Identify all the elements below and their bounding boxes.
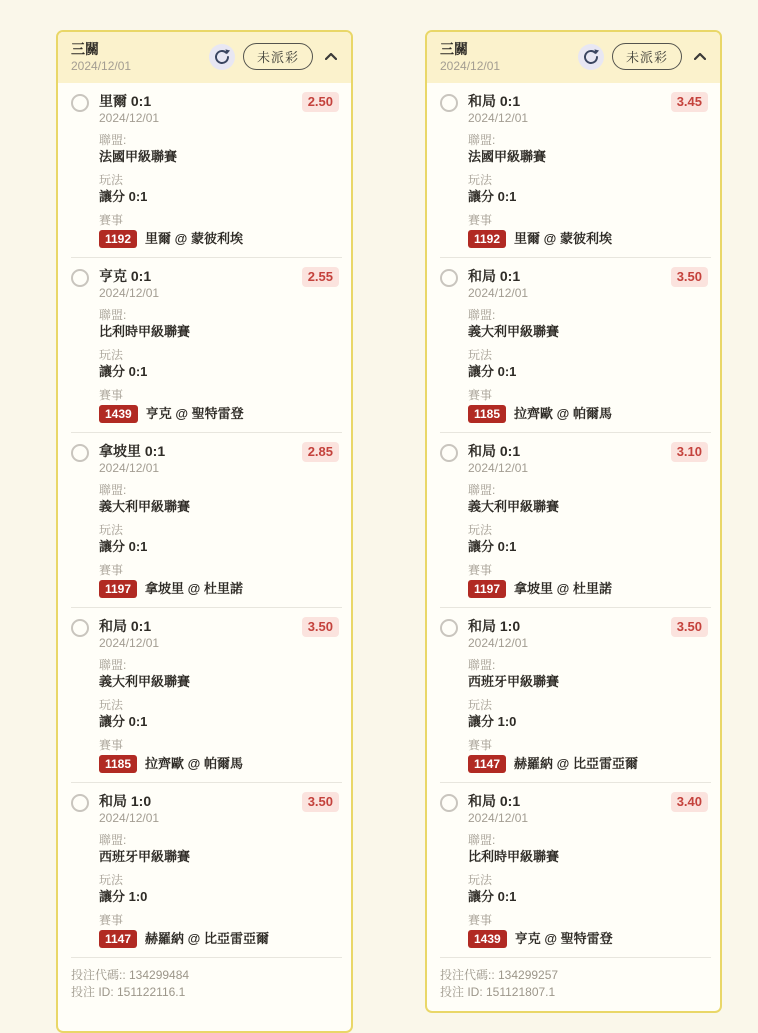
selection-details (468, 657, 708, 773)
league-label: 聯盟: (99, 308, 127, 322)
play-field (468, 347, 708, 381)
event-field (99, 912, 339, 948)
odds-badge: 3.50 (302, 792, 339, 812)
play-field (99, 347, 339, 381)
play-label: 玩法 (99, 698, 124, 712)
event-field (468, 737, 708, 773)
event-row (468, 405, 708, 423)
play-value: 讓分 0:1 (468, 189, 517, 204)
card-header-titles (440, 40, 500, 74)
league-label: 聯盟: (99, 483, 127, 497)
radio-circle-icon[interactable] (440, 94, 458, 112)
chevron-up-icon (325, 53, 337, 60)
selection-head (440, 442, 708, 476)
play-label: 玩法 (99, 173, 124, 187)
play-field (468, 697, 708, 731)
selection-head (440, 92, 708, 126)
selection-title: 和局 1:0 (468, 618, 521, 634)
play-value: 讓分 1:0 (99, 889, 148, 904)
chevron-up-icon (694, 53, 706, 60)
event-id-badge: 1147 (99, 930, 137, 948)
event-label: 賽事 (468, 913, 493, 927)
event-field (468, 387, 708, 423)
event-label: 賽事 (468, 388, 493, 402)
event-label: 賽事 (468, 563, 493, 577)
selection-list (427, 83, 720, 957)
selection-head (440, 792, 708, 826)
odds-badge: 3.50 (302, 617, 339, 637)
league-field (468, 132, 708, 166)
event-row (99, 580, 339, 598)
selection-date: 2024/12/01 (468, 636, 529, 650)
event-name: 赫羅納 @ 比亞雷亞爾 (514, 756, 638, 771)
event-row (99, 755, 339, 773)
event-id-badge: 1192 (99, 230, 137, 248)
slip-title: 三關 (71, 41, 99, 57)
radio-circle-icon[interactable] (440, 794, 458, 812)
card-footer (427, 958, 720, 1011)
selection-title: 拿坡里 0:1 (99, 443, 166, 459)
event-row (99, 405, 339, 423)
radio-circle-icon[interactable] (440, 444, 458, 462)
play-field (468, 522, 708, 556)
event-id-badge: 1185 (99, 755, 137, 773)
selection-details (99, 832, 339, 948)
league-label: 聯盟: (468, 133, 496, 147)
league-label: 聯盟: (99, 133, 127, 147)
event-id-badge: 1197 (99, 580, 137, 598)
odds-badge: 3.40 (671, 792, 708, 812)
play-label: 玩法 (468, 873, 493, 887)
collapse-button[interactable] (321, 49, 341, 64)
event-id-badge: 1439 (99, 405, 138, 423)
odds-badge: 2.55 (302, 267, 339, 287)
play-field (468, 872, 708, 906)
selection-title: 和局 1:0 (99, 793, 152, 809)
selection-details (468, 307, 708, 423)
selection-date: 2024/12/01 (468, 811, 529, 825)
event-field (99, 562, 339, 598)
play-label: 玩法 (468, 348, 493, 362)
collapse-button[interactable] (690, 49, 710, 64)
selection-title: 和局 0:1 (468, 793, 521, 809)
radio-circle-icon[interactable] (440, 619, 458, 637)
selection-titles (99, 267, 302, 301)
play-value: 讓分 0:1 (99, 539, 148, 554)
bet-selection (58, 608, 351, 782)
slip-title: 三關 (440, 41, 468, 57)
bet-slip-card (425, 30, 722, 1013)
odds-badge: 2.85 (302, 442, 339, 462)
selection-title: 和局 0:1 (468, 268, 521, 284)
league-value: 義大利甲級聯賽 (468, 324, 560, 339)
league-field (468, 657, 708, 691)
selection-details (99, 132, 339, 248)
play-field (468, 172, 708, 206)
selection-date: 2024/12/01 (99, 111, 160, 125)
event-label: 賽事 (99, 913, 124, 927)
event-field (468, 562, 708, 598)
league-value: 法國甲級聯賽 (468, 149, 547, 164)
event-label: 賽事 (99, 213, 124, 227)
selection-list (58, 83, 351, 957)
selection-title: 和局 0:1 (468, 93, 521, 109)
play-label: 玩法 (99, 523, 124, 537)
selection-head (71, 267, 339, 301)
selection-titles (468, 792, 671, 826)
play-value: 讓分 1:0 (468, 714, 517, 729)
event-field (99, 387, 339, 423)
bet-selection (58, 83, 351, 257)
selection-title: 和局 0:1 (99, 618, 152, 634)
league-value: 西班牙甲級聯賽 (468, 674, 560, 689)
selection-title: 里爾 0:1 (99, 93, 152, 109)
league-field (99, 482, 339, 516)
bet-code: 投注代碼:: 134299257 (440, 968, 559, 982)
selection-title: 亨克 0:1 (99, 268, 152, 284)
league-label: 聯盟: (468, 833, 496, 847)
event-field (99, 212, 339, 248)
event-name: 亨克 @ 聖特雷登 (514, 931, 613, 946)
selection-date: 2024/12/01 (99, 636, 160, 650)
play-value: 讓分 0:1 (99, 364, 148, 379)
selection-details (468, 132, 708, 248)
event-id-badge: 1192 (468, 230, 506, 248)
event-label: 賽事 (468, 213, 493, 227)
selection-titles (468, 617, 671, 651)
league-value: 西班牙甲級聯賽 (99, 849, 191, 864)
bet-selection (427, 258, 720, 432)
selection-details (468, 832, 708, 948)
play-label: 玩法 (99, 873, 124, 887)
event-name: 亨克 @ 聖特雷登 (145, 406, 244, 421)
selection-head (71, 442, 339, 476)
event-row (468, 580, 708, 598)
refresh-icon (582, 48, 600, 66)
event-id-badge: 1185 (468, 405, 506, 423)
league-label: 聯盟: (468, 308, 496, 322)
bet-selection (58, 783, 351, 957)
selection-date: 2024/12/01 (468, 286, 529, 300)
radio-circle-icon[interactable] (71, 794, 89, 812)
event-label: 賽事 (99, 563, 124, 577)
selection-details (99, 482, 339, 598)
card-header-actions (209, 43, 341, 70)
bet-selection (427, 433, 720, 607)
event-id-badge: 1439 (468, 930, 507, 948)
event-label: 賽事 (99, 388, 124, 402)
event-name: 里爾 @ 蒙彼利埃 (514, 231, 612, 246)
selection-details (99, 307, 339, 423)
odds-badge: 3.50 (671, 617, 708, 637)
selection-titles (99, 442, 302, 476)
status-badge: 未派彩 (612, 43, 682, 70)
league-value: 比利時甲級聯賽 (468, 849, 560, 864)
league-label: 聯盟: (99, 658, 127, 672)
card-header-titles (71, 40, 131, 74)
selection-titles (99, 792, 302, 826)
card-footer (58, 958, 351, 1031)
bet-selection (58, 433, 351, 607)
play-value: 讓分 0:1 (99, 714, 148, 729)
play-label: 玩法 (468, 173, 493, 187)
bet-selection (427, 83, 720, 257)
league-field (99, 132, 339, 166)
selection-details (99, 657, 339, 773)
bet-slip-card (56, 30, 353, 1033)
play-field (99, 522, 339, 556)
selection-date: 2024/12/01 (99, 461, 160, 475)
league-label: 聯盟: (468, 483, 496, 497)
selection-title: 和局 0:1 (468, 443, 521, 459)
selection-head (440, 617, 708, 651)
play-field (99, 872, 339, 906)
odds-badge: 2.50 (302, 92, 339, 112)
radio-circle-icon[interactable] (71, 94, 89, 112)
radio-circle-icon[interactable] (71, 444, 89, 462)
bet-code: 投注代碼:: 134299484 (71, 968, 190, 982)
event-row (99, 930, 339, 948)
play-label: 玩法 (468, 698, 493, 712)
league-field (468, 832, 708, 866)
event-field (468, 912, 708, 948)
refresh-button[interactable] (578, 44, 604, 70)
radio-circle-icon[interactable] (440, 269, 458, 287)
slip-date: 2024/12/01 (440, 59, 501, 73)
play-value: 讓分 0:1 (468, 539, 517, 554)
event-field (468, 212, 708, 248)
event-label: 賽事 (468, 738, 493, 752)
selection-titles (468, 267, 671, 301)
league-value: 義大利甲級聯賽 (99, 499, 191, 514)
odds-badge: 3.45 (671, 92, 708, 112)
selection-date: 2024/12/01 (99, 811, 160, 825)
event-label: 賽事 (99, 738, 124, 752)
selection-date: 2024/12/01 (99, 286, 160, 300)
selection-head (440, 267, 708, 301)
bet-id: 投注 ID: 151122116.1 (71, 985, 186, 999)
event-name: 赫羅納 @ 比亞雷亞爾 (145, 931, 269, 946)
radio-circle-icon[interactable] (71, 269, 89, 287)
event-name: 拿坡里 @ 杜里諾 (145, 581, 243, 596)
selection-titles (468, 92, 671, 126)
selection-head (71, 617, 339, 651)
league-field (468, 307, 708, 341)
selection-date: 2024/12/01 (468, 111, 529, 125)
league-label: 聯盟: (99, 833, 127, 847)
event-row (468, 755, 708, 773)
card-header (58, 32, 351, 83)
event-row (99, 230, 339, 248)
selection-details (468, 482, 708, 598)
selection-titles (99, 92, 302, 126)
event-row (468, 230, 708, 248)
event-name: 里爾 @ 蒙彼利埃 (145, 231, 243, 246)
event-id-badge: 1147 (468, 755, 506, 773)
league-field (99, 657, 339, 691)
league-value: 義大利甲級聯賽 (468, 499, 560, 514)
selection-date: 2024/12/01 (468, 461, 529, 475)
selection-head (71, 92, 339, 126)
league-value: 比利時甲級聯賽 (99, 324, 191, 339)
event-field (99, 737, 339, 773)
selection-titles (468, 442, 671, 476)
play-value: 讓分 0:1 (468, 889, 517, 904)
status-badge: 未派彩 (243, 43, 313, 70)
league-value: 義大利甲級聯賽 (99, 674, 191, 689)
play-field (99, 697, 339, 731)
bet-selection (58, 258, 351, 432)
bet-selection (427, 783, 720, 957)
bet-selection (427, 608, 720, 782)
bet-id: 投注 ID: 151121807.1 (440, 985, 556, 999)
league-field (468, 482, 708, 516)
card-header (427, 32, 720, 83)
play-field (99, 172, 339, 206)
card-header-actions (578, 43, 710, 70)
event-name: 拉齊歐 @ 帕爾馬 (514, 406, 612, 421)
selection-titles (99, 617, 302, 651)
event-name: 拿坡里 @ 杜里諾 (514, 581, 612, 596)
play-value: 讓分 0:1 (99, 189, 148, 204)
play-value: 讓分 0:1 (468, 364, 517, 379)
odds-badge: 3.10 (671, 442, 708, 462)
slip-date: 2024/12/01 (71, 59, 132, 73)
league-value: 法國甲級聯賽 (99, 149, 178, 164)
league-field (99, 832, 339, 866)
league-field (99, 307, 339, 341)
play-label: 玩法 (99, 348, 124, 362)
event-id-badge: 1197 (468, 580, 506, 598)
play-label: 玩法 (468, 523, 493, 537)
event-name: 拉齊歐 @ 帕爾馬 (145, 756, 243, 771)
refresh-icon (213, 48, 231, 66)
league-label: 聯盟: (468, 658, 496, 672)
refresh-button[interactable] (209, 44, 235, 70)
event-row (468, 930, 708, 948)
odds-badge: 3.50 (671, 267, 708, 287)
radio-circle-icon[interactable] (71, 619, 89, 637)
selection-head (71, 792, 339, 826)
